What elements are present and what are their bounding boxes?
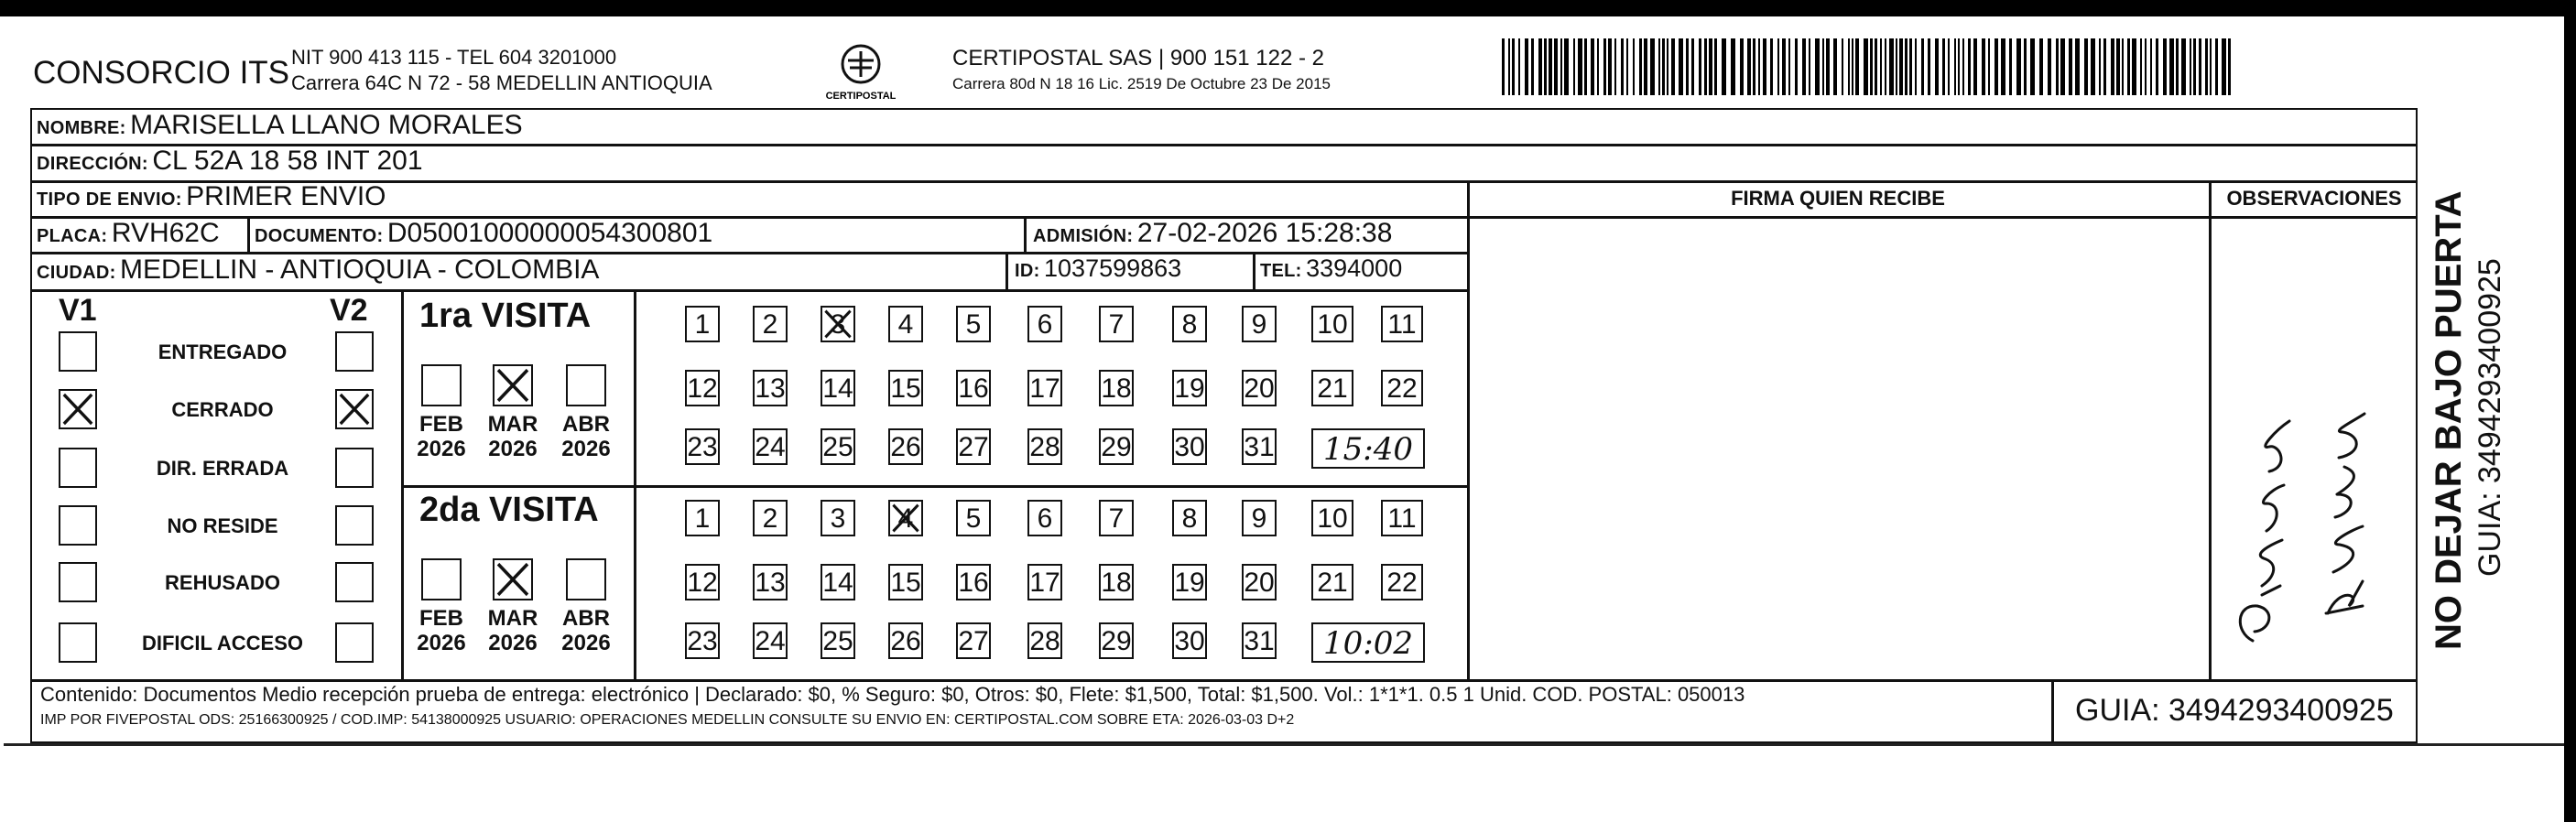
day-box[interactable] [888, 500, 923, 536]
day-box[interactable] [1242, 500, 1277, 536]
status-label: NO RESIDE [167, 514, 278, 537]
day-number: 16 [958, 373, 989, 404]
month-year: 2026 [561, 631, 611, 655]
day-box[interactable] [1027, 564, 1062, 600]
visit-time: 15:40 [1323, 431, 1413, 468]
col-divider [1024, 216, 1027, 253]
city-label: CIUDAD: [37, 263, 116, 283]
day-number: 15 [890, 568, 921, 598]
col-divider [1253, 252, 1255, 290]
month-checkbox[interactable] [566, 558, 606, 600]
day-box[interactable] [1242, 306, 1277, 342]
day-box[interactable] [1311, 306, 1353, 342]
month-label [553, 606, 619, 655]
day-box[interactable] [685, 428, 720, 465]
day-cross-mark [822, 308, 853, 341]
row-divider [30, 679, 2418, 682]
month-year: 2026 [417, 437, 466, 461]
day-box[interactable] [821, 564, 855, 600]
day-box[interactable] [753, 564, 788, 600]
day-number: 26 [890, 626, 921, 656]
col-divider [1005, 252, 1008, 290]
document-label: DOCUMENTO: [255, 226, 384, 246]
day-box[interactable] [1027, 428, 1062, 465]
footer-content: Contenido: Documentos Medio recepción prueba de entrega: electrónico | Declarado: $0, % Seguro: $0, Otros: $0, Flete: $1,500, Total: $1,500. Vol.: 1*1*1. 0.5 1 Unid. COD. POSTAL: 050013 [40, 683, 1745, 706]
day-box[interactable] [821, 370, 855, 406]
v1-header: V1 [59, 293, 97, 328]
day-number: 2 [762, 503, 778, 534]
day-box[interactable] [1099, 370, 1134, 406]
day-number: 28 [1029, 432, 1060, 462]
v2-header: V2 [330, 293, 368, 328]
document-value: D05001000000054300801 [386, 218, 713, 248]
day-number: 30 [1174, 432, 1205, 462]
day-number: 19 [1174, 373, 1205, 404]
day-box[interactable] [753, 428, 788, 465]
day-number: 12 [687, 373, 718, 404]
id-field [1015, 254, 1181, 283]
day-number: 18 [1101, 568, 1132, 598]
certipostal-logo-icon [822, 40, 899, 106]
day-box[interactable] [1027, 306, 1062, 342]
row-divider [401, 485, 1468, 488]
day-box[interactable] [956, 306, 991, 342]
day-box[interactable] [1099, 500, 1134, 536]
day-box[interactable] [1099, 564, 1134, 600]
type-row [37, 181, 386, 212]
month-year: 2026 [488, 631, 538, 655]
day-number: 23 [687, 432, 718, 462]
day-box[interactable] [1242, 370, 1277, 406]
day-number: 31 [1244, 626, 1275, 656]
month-checkbox[interactable] [493, 364, 533, 406]
tel-label: TEL: [1260, 261, 1302, 281]
month-label [480, 606, 546, 655]
right-border [2564, 0, 2576, 822]
bottom-edge [4, 743, 2564, 746]
visit-time-field[interactable] [1311, 428, 1425, 469]
side-warning: NO DEJAR BAJO PUERTA [2429, 190, 2469, 650]
day-number: 14 [822, 568, 853, 598]
barcode-icon [1502, 38, 2234, 95]
v2-checkbox[interactable] [335, 448, 374, 488]
day-box[interactable] [888, 370, 923, 406]
day-number: 21 [1317, 568, 1348, 598]
day-number: 11 [1387, 503, 1417, 534]
day-box[interactable] [1172, 370, 1207, 406]
day-number: 5 [965, 309, 982, 340]
day-box[interactable] [888, 622, 923, 659]
day-number: 25 [822, 432, 853, 462]
v1-checkbox[interactable] [59, 505, 97, 546]
day-number: 15 [890, 373, 921, 404]
carrier-license: Carrera 80d N 18 16 Lic. 2519 De Octubre 23 De 2015 [952, 75, 1331, 92]
day-number: 4 [897, 309, 914, 340]
day-box[interactable] [1172, 622, 1207, 659]
day-box[interactable] [1311, 370, 1353, 406]
day-box[interactable] [956, 564, 991, 600]
carrier-name: CERTIPOSTAL SAS | 900 151 122 - 2 [952, 46, 1324, 70]
day-number: 6 [1037, 503, 1053, 534]
month-checkbox[interactable] [421, 558, 462, 600]
month-label [480, 412, 546, 461]
month-checkbox[interactable] [493, 558, 533, 600]
day-box[interactable] [821, 306, 855, 342]
signature-box [1468, 220, 2208, 677]
day-number: 3 [830, 309, 846, 340]
visit-time: 10:02 [1323, 625, 1413, 662]
day-box[interactable] [685, 564, 720, 600]
day-number: 28 [1029, 626, 1060, 656]
day-box[interactable] [821, 500, 855, 536]
day-box[interactable] [1381, 370, 1423, 406]
day-box[interactable] [1242, 564, 1277, 600]
day-number: 21 [1317, 373, 1348, 404]
address-row [37, 146, 423, 177]
day-number: 29 [1101, 626, 1132, 656]
tel-field [1260, 254, 1402, 283]
type-label: TIPO DE ENVIO: [37, 189, 182, 210]
tel-value: 3394000 [1306, 254, 1403, 282]
month-checkbox[interactable] [566, 364, 606, 406]
day-box[interactable] [753, 306, 788, 342]
month-name: FEB [419, 412, 463, 437]
day-box[interactable] [821, 428, 855, 465]
v1-checkbox[interactable] [59, 622, 97, 663]
row-divider [30, 180, 2418, 183]
day-box[interactable] [1242, 428, 1277, 465]
admission-field [1033, 218, 1392, 249]
month-name: MAR [487, 412, 538, 437]
document-field [255, 218, 712, 249]
day-box[interactable] [888, 428, 923, 465]
city-value: MEDELLIN - ANTIOQUIA - COLOMBIA [120, 254, 600, 285]
day-number: 6 [1037, 309, 1053, 340]
day-number: 20 [1244, 568, 1275, 598]
day-number: 31 [1244, 432, 1275, 462]
top-border [0, 0, 2576, 16]
day-box[interactable] [1172, 500, 1207, 536]
col-divider [2051, 679, 2054, 743]
day-number: 8 [1181, 309, 1198, 340]
company-name: CONSORCIO ITS [33, 55, 290, 91]
col-divider [247, 216, 250, 253]
day-box[interactable] [1172, 306, 1207, 342]
day-box[interactable] [1027, 500, 1062, 536]
day-number: 27 [958, 432, 989, 462]
id-label: ID: [1015, 261, 1040, 281]
status-label: ENTREGADO [158, 341, 288, 363]
v1-checkbox[interactable] [59, 331, 97, 372]
day-number: 7 [1108, 503, 1125, 534]
day-number: 16 [958, 568, 989, 598]
day-number: 1 [694, 309, 711, 340]
month-year: 2026 [488, 437, 538, 461]
day-box[interactable] [1172, 564, 1207, 600]
day-number: 17 [1029, 568, 1060, 598]
day-box[interactable] [956, 428, 991, 465]
day-number: 3 [830, 503, 846, 534]
col-divider [2209, 180, 2212, 680]
v2-checkbox[interactable] [335, 331, 374, 372]
plate-label: PLACA: [37, 226, 108, 246]
observations-label: OBSERVACIONES [2226, 187, 2402, 210]
day-box[interactable] [956, 622, 991, 659]
day-number: 8 [1181, 503, 1198, 534]
status-label: DIFICIL ACCESO [141, 632, 303, 654]
month-label [553, 412, 619, 461]
v2-checkbox[interactable] [335, 622, 374, 663]
visit-title: 1ra VISITA [419, 297, 592, 335]
admission-value: 27-02-2026 15:28:38 [1136, 218, 1393, 248]
day-box[interactable] [685, 370, 720, 406]
v2-checkbox[interactable] [335, 389, 374, 429]
id-value: 1037599863 [1044, 254, 1182, 282]
day-number: 2 [762, 309, 778, 340]
day-box[interactable] [1381, 500, 1423, 536]
day-box[interactable] [956, 500, 991, 536]
v1-checkbox[interactable] [59, 389, 97, 429]
name-value: MARISELLA LLANO MORALES [130, 110, 523, 140]
day-number: 9 [1251, 503, 1267, 534]
day-box[interactable] [888, 564, 923, 600]
address-label: DIRECCIÓN: [37, 154, 148, 174]
day-number: 17 [1029, 373, 1060, 404]
day-box[interactable] [1242, 622, 1277, 659]
day-number: 24 [755, 432, 786, 462]
day-number: 20 [1244, 373, 1275, 404]
status-label: CERRADO [171, 398, 274, 421]
day-box[interactable] [1381, 564, 1423, 600]
month-name: ABR [562, 412, 610, 437]
month-name: MAR [487, 606, 538, 631]
day-box[interactable] [1381, 306, 1423, 342]
day-number: 22 [1386, 373, 1418, 404]
day-number: 26 [890, 432, 921, 462]
plate-value: RVH62C [111, 218, 220, 248]
day-number: 25 [822, 626, 853, 656]
footer-guia: GUIA: 3494293400925 [2075, 693, 2394, 728]
month-year: 2026 [417, 631, 466, 655]
day-box[interactable] [888, 306, 923, 342]
month-name: ABR [562, 606, 610, 631]
status-label: DIR. ERRADA [156, 457, 289, 480]
day-box[interactable] [821, 622, 855, 659]
day-box[interactable] [1027, 370, 1062, 406]
day-number: 19 [1174, 568, 1205, 598]
day-number: 9 [1251, 309, 1267, 340]
side-guia: GUIA: 3494293400925 [2473, 258, 2507, 577]
logo-text: CERTIPOSTAL [825, 91, 897, 102]
signature-label: FIRMA QUIEN RECIBE [1731, 187, 1945, 210]
day-box[interactable] [685, 500, 720, 536]
plate-field [37, 218, 220, 249]
day-box[interactable] [753, 370, 788, 406]
day-box[interactable] [753, 622, 788, 659]
admission-label: ADMISIÓN: [1033, 226, 1134, 246]
company-address: Carrera 64C N 72 - 58 MEDELLIN ANTIOQUIA [291, 71, 712, 94]
day-box[interactable] [1311, 500, 1353, 536]
day-number: 1 [694, 503, 711, 534]
day-number: 22 [1386, 568, 1418, 598]
month-label [408, 412, 474, 461]
day-box[interactable] [1027, 622, 1062, 659]
day-number: 12 [687, 568, 718, 598]
day-box[interactable] [1099, 428, 1134, 465]
day-box[interactable] [1172, 428, 1207, 465]
day-number: 4 [897, 503, 914, 534]
day-number: 14 [822, 373, 853, 404]
day-number: 29 [1101, 432, 1132, 462]
type-value: PRIMER ENVIO [186, 181, 386, 211]
day-box[interactable] [1099, 622, 1134, 659]
month-checkbox[interactable] [421, 364, 462, 406]
footer-print-info: IMP POR FIVEPOSTAL ODS: 25166300925 / COD.IMP: 54138000925 USUARIO: OPERACIONES MEDELLIN CONSULTE SU ENVIO EN: CERTIPOSTAL.COM SOBRE ETA: 2026-03-03 D+2 [40, 712, 1295, 728]
name-row [37, 110, 523, 141]
day-box[interactable] [956, 370, 991, 406]
day-number: 11 [1387, 309, 1417, 340]
month-label [408, 606, 474, 655]
day-number: 24 [755, 626, 786, 656]
day-number: 10 [1317, 309, 1348, 340]
observations-handwriting [2225, 366, 2408, 650]
day-cross-mark [890, 502, 921, 535]
day-number: 18 [1101, 373, 1132, 404]
day-box[interactable] [1311, 564, 1353, 600]
day-number: 30 [1174, 626, 1205, 656]
name-label: NOMBRE: [37, 118, 126, 138]
company-nit: NIT 900 413 115 - TEL 604 3201000 [291, 46, 617, 69]
day-number: 23 [687, 626, 718, 656]
visit-title: 2da VISITA [419, 491, 599, 529]
v2-checkbox[interactable] [335, 505, 374, 546]
day-box[interactable] [1099, 306, 1134, 342]
day-number: 13 [755, 373, 786, 404]
day-number: 10 [1317, 503, 1348, 534]
visit-time-field[interactable] [1311, 622, 1425, 663]
month-year: 2026 [561, 437, 611, 461]
v1-checkbox[interactable] [59, 448, 97, 488]
month-name: FEB [419, 606, 463, 631]
day-box[interactable] [685, 306, 720, 342]
status-label: REHUSADO [165, 571, 280, 594]
day-number: 7 [1108, 309, 1125, 340]
day-number: 5 [965, 503, 982, 534]
v2-checkbox[interactable] [335, 562, 374, 602]
address-value: CL 52A 18 58 INT 201 [152, 146, 423, 176]
day-number: 13 [755, 568, 786, 598]
day-box[interactable] [753, 500, 788, 536]
day-number: 27 [958, 626, 989, 656]
v1-checkbox[interactable] [59, 562, 97, 602]
day-box[interactable] [685, 622, 720, 659]
city-row [37, 254, 599, 286]
